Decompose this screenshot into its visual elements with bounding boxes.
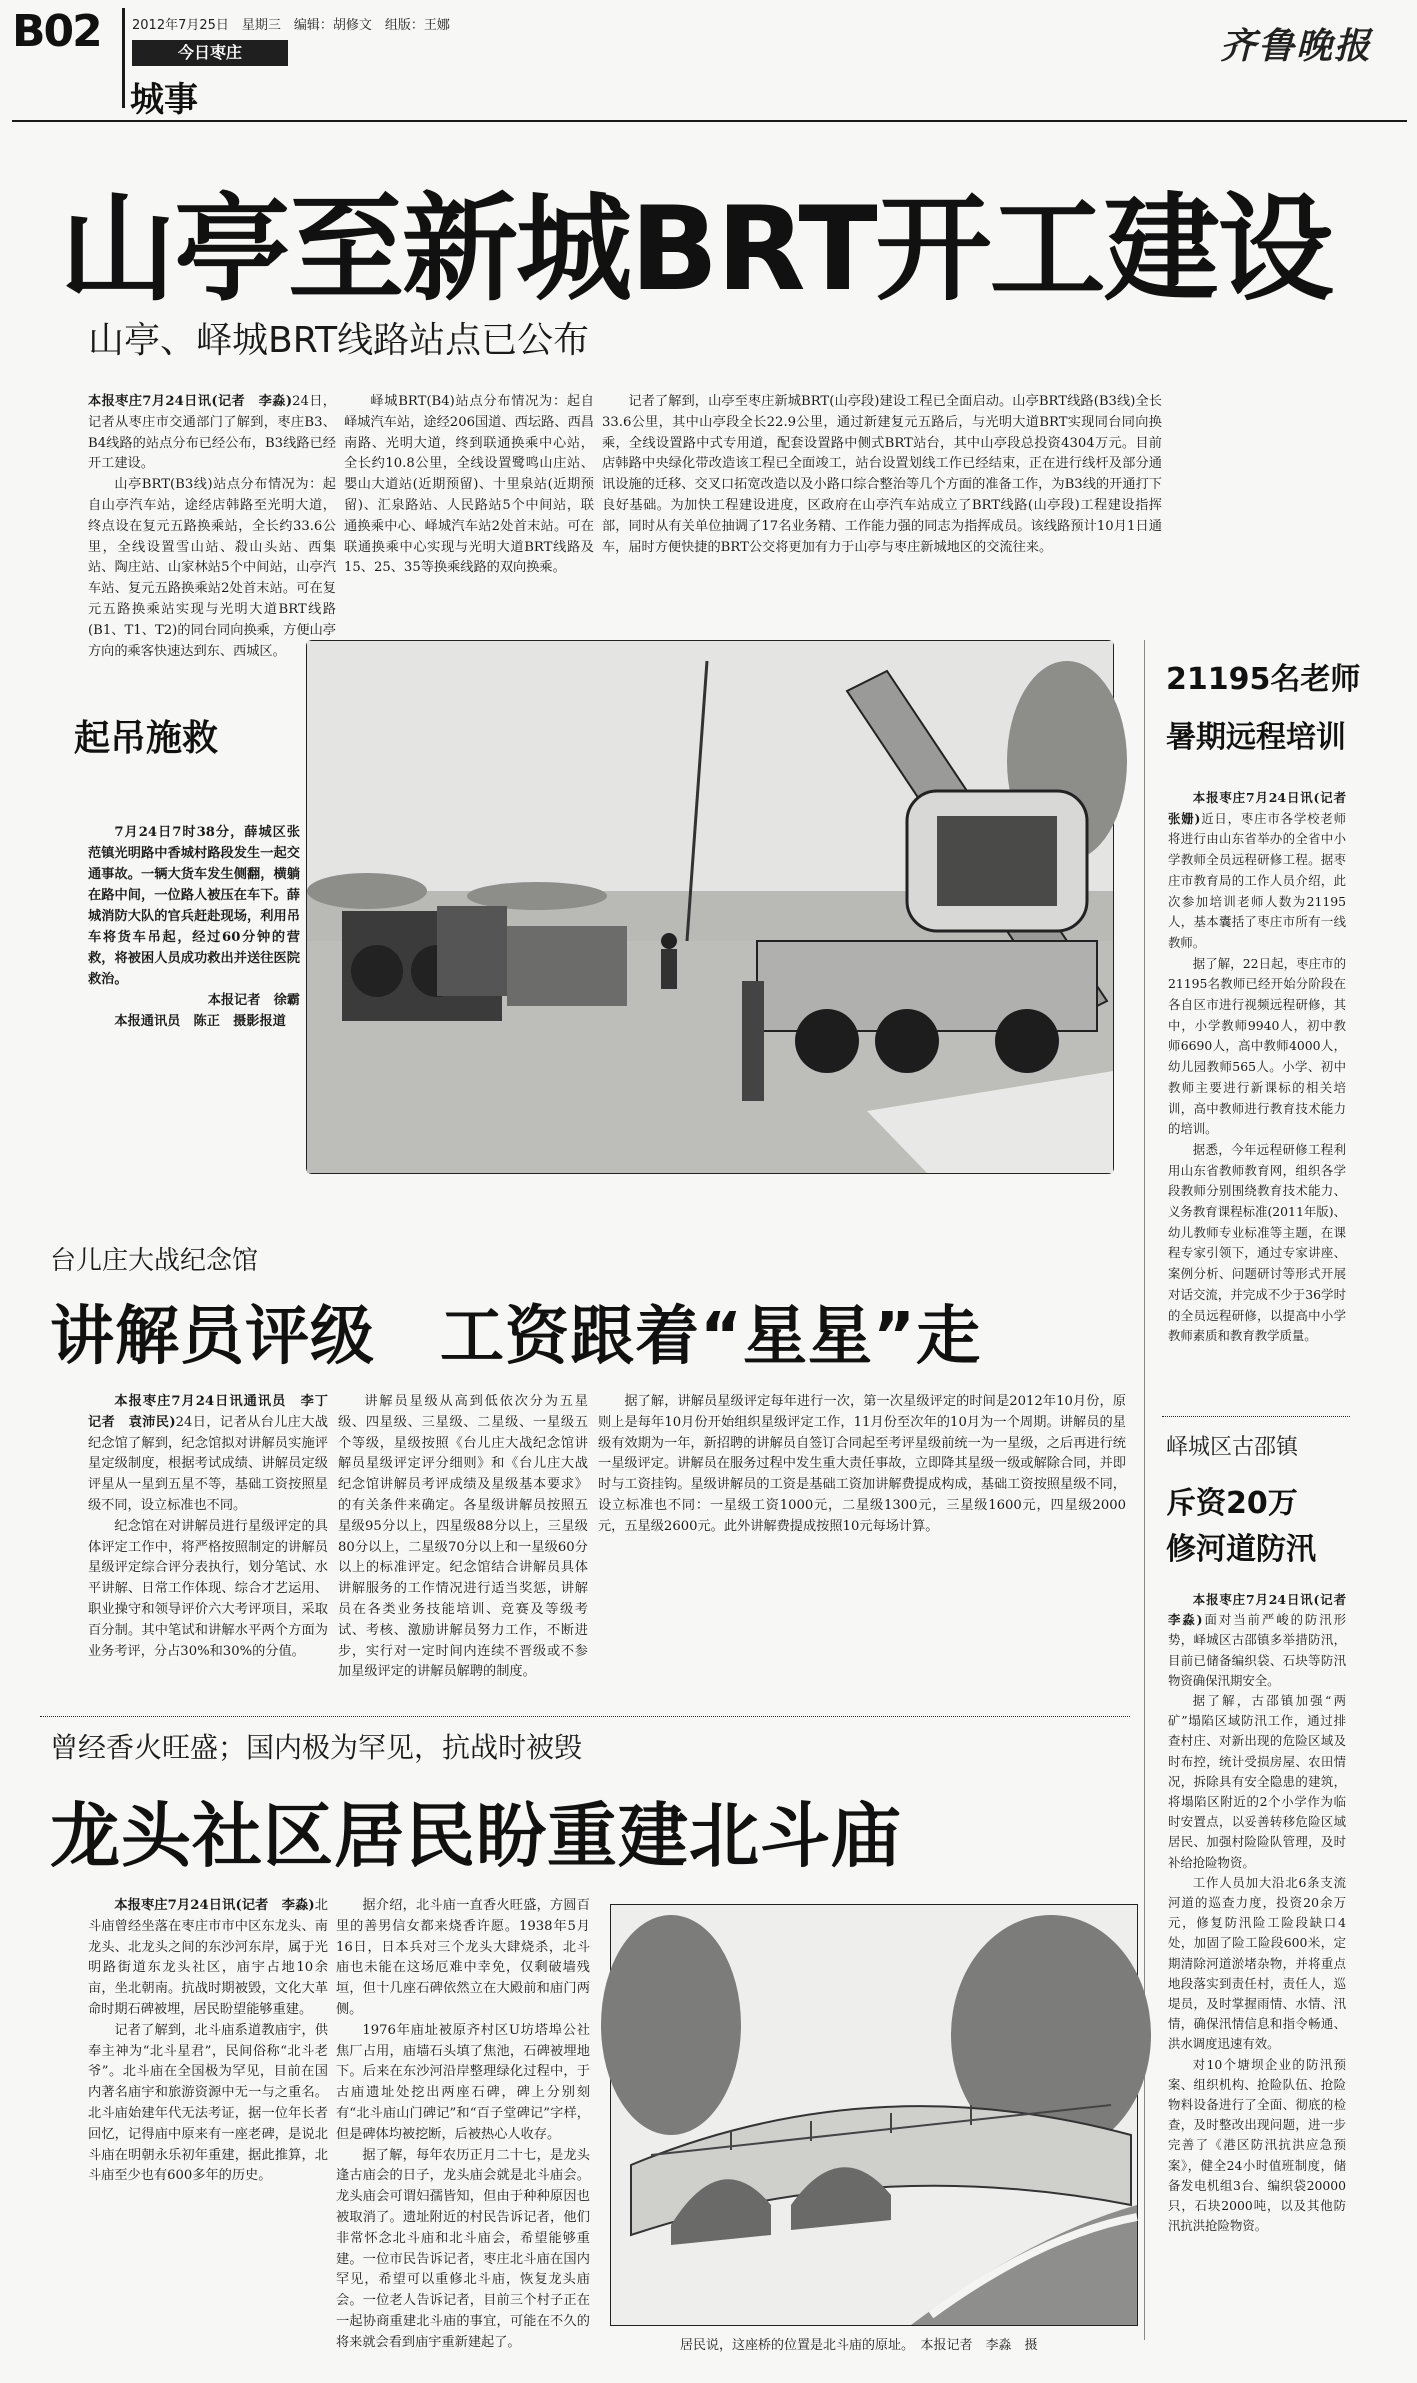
guide-story-lead: 本报枣庄7月24日讯通讯员 李丁 记者 袁沛民) xyxy=(88,1394,342,1430)
flood-top-rule xyxy=(1162,1416,1350,1417)
temple-kicker: 曾经香火旺盛；国内极为罕见，抗战时被毁 xyxy=(50,1731,583,1764)
flood-story-body xyxy=(1168,1590,1359,2360)
rescue-credit-photo: 本报通讯员 陈正 摄影报道 xyxy=(114,1014,286,1029)
main-subheadline: 山亭、峄城BRT线路站点已公布 xyxy=(88,320,590,361)
paper-logo: 齐鲁晚报 xyxy=(1219,25,1372,67)
temple-story-paragraph: 据介绍，北斗庙一直香火旺盛，方圆百里的善男信女都来烧香许愿。1938年5月16日，日本兵对三个龙头大肆烧杀，北斗庙也未能在这场厄难中幸免，仅剩破墙残垣，但十几座石碑依然立在大殿前和庙门两侧。 xyxy=(336,1898,590,2017)
guide-column-3 xyxy=(598,1392,1126,1702)
guide-story-paragraph: 据了解，讲解员星级评定每年进行一次，第一次星级评定的时间是2012年10月份，原则上是每年10月份开始组织星级评定工作，11月份至次年的10月为一个周期。讲解员的星级有效期为一年，新招聘的讲解员自签订合同起至考评星级前统一为一星级，之后再进行统一星级评定。讲解员在服务过程中发生重大责任事故，立即降其星级一级或解除合同，并即时与工资挂钩。星级讲解员的工资是基础工资加讲解费提成构成，基础工资按照星级不同，设立标准也不同：一星级工资1000元，二星级1300元，三星级1600元，四星级2000元，五星级2600元。此外讲解费提成按照10元每场计算。 xyxy=(598,1394,1126,1534)
temple-story-paragraph: 据了解，每年农历正月二十七，是龙头逢古庙会的日子，龙头庙会就是北斗庙会。龙头庙会可谓妇孺皆知，但由于种种原因也被取消了。遗址附近的村民告诉记者，他们非常怀念北斗庙和北斗庙会，希望能够重建。一位市民告诉记者，枣庄北斗庙在国内罕见，希望可以重修北斗庙，恢复龙头庙会。一位老人告诉记者，目前三个村子正在一起协商重建北斗庙的事宜，可能在不久的将来就会看到庙宇重新建起了。 xyxy=(336,2147,590,2350)
temple-story-paragraph: 北斗庙曾经坐落在枣庄市市中区东龙头、南龙头、北龙头之间的东沙河东岸，属于光明路街道东龙头社区，庙宇占地10余亩，坐北朝南。抗战时期被毁，文化大革命时期石碑被埋，居民盼望能够重建。 xyxy=(88,1898,328,2017)
bridge-illustration xyxy=(611,1905,1137,2325)
crane-rescue-photo xyxy=(306,640,1114,1174)
section-tag: 今日枣庄 xyxy=(132,40,288,66)
flood-headline-2: 修河道防汛 xyxy=(1166,1532,1316,1567)
teacher-story-body xyxy=(1168,788,1359,1408)
main-story-column-1 xyxy=(88,392,336,659)
date-info: 2012年7月25日 星期三 编辑：胡修文 组版：王娜 xyxy=(132,18,450,33)
header-vertical-divider xyxy=(122,8,125,108)
main-story-paragraph: 记者了解到，山亭至枣庄新城BRT(山亭段)建设工程已全面启动。山亭BRT线路(B3线)全长33.6公里，其中山亭段全长22.9公里，通过新建复元五路后，与光明大道BRT实现同台同向换乘，全线设置路中式专用道，配套设置路中侧式BRT站台，其中山亭段总投资4304万元。目前店韩路中央绿化带改造该工程已全面竣工，站台设置划线工作已经结束，正在进行线杆及部分通讯设施的迁移、交叉口拓宽改造以及小路口综合整治等几个方面的准备工作，为B3线的开通打下良好基础。为加快工程建设进度，区政府在山亭汽车站成立了BRT线路(山亭段)工程建设指挥部，同时从有关单位抽调了17名业务精、工作能力强的同志为指挥成员。该线路预计10月1日通车，届时方便快捷的BRT公交将更加有力于山亭与枣庄新城地区的交流往来。 xyxy=(602,394,1162,555)
guide-headline: 讲解员评级 工资跟着“星星”走 xyxy=(50,1300,982,1374)
teacher-story-paragraph: 据悉，今年远程研修工程利用山东省教师教育网，组织各学段教师分别围绕教育技术能力、义务教育课程标准(2011年版)、幼儿教师专业标准等主题，在课程专家引领下，通过专家讲座、案例分析、问题研讨等形式开展对话交流，并完成不少于36学时的全员远程研修，以提高中小学教师素质和教育教学质量。 xyxy=(1168,1141,1346,1344)
guide-story-paragraph: 讲解员星级从高到低依次分为五星级、四星级、三星级、二星级、一星级五个等级，星级按照《台儿庄大战纪念馆讲解员星级评定评分细则》和《台儿庄大战纪念馆讲解员考评成绩及星级基本要求》的有关条件来确定。各星级讲解员按照五星级95分以上，四星级88分以上，三星级80分以上，二星级70分以上和一星级60分以上的标准评定。纪念馆结合讲解员具体讲解服务的工作情况进行适当奖惩，讲解员在各类业务技能培训、竞赛及等级考试、考核、激励讲解员努力工作，不断进步，实行对一定时间内连续不晋级或不参加星级评定的讲解员解聘的制度。 xyxy=(338,1394,588,1680)
temple-headline: 龙头社区居民盼重建北斗庙 xyxy=(50,1795,902,1877)
teacher-headline-2: 暑期远程培训 xyxy=(1166,720,1346,755)
rescue-photo-caption xyxy=(88,822,300,1032)
main-story-paragraph: 峄城BRT(B4)站点分布情况为：起自峄城汽车站，途经206国道、西坛路、西昌南路、光明大道，终到联通换乘中心站，全长约10.8公里，全线设置鹭鸣山庄站、嬰山大道站(近期预留)、十里泉站(近期预留)、汇泉路站、人民路站5个中间站，联通换乘中心、峄城汽车站2处首末站。可在联通换乘中心实现与光明大道BRT线路及15、25、35等换乘线路的双向换乘。 xyxy=(344,394,594,576)
rescue-credit-reporter: 本报记者 徐霸 xyxy=(207,993,300,1008)
guide-column-1 xyxy=(88,1392,342,1702)
main-story-paragraph: 山亭BRT(B3线)站点分布情况为：起自山亭汽车站，途经店韩路至光明大道，终点设在复元五路换乘站，全长约33.6公里，全线设置雪山站、殺山头站、西集站、陶庄站、山家林站5个中间站，山亭汽车站、复元五路换乘站2处首末站。可在复元五路换乘站实现与光明大道BRT线路(B1、T1、T2)的同台同向换乘，方便山亭方向的乘客快速达到东、西城区。 xyxy=(88,477,336,659)
main-story-column-3 xyxy=(602,392,1162,624)
main-story-paragraph: 24日，记者从枣庄市交通部门了解到，枣庄B3、B4线路的站点分布已经公布，B3线路已经开工建设。 xyxy=(88,394,336,472)
temple-story-lead: 本报枣庄7月24日讯(记者 李淼) xyxy=(114,1898,315,1913)
main-story-column-2 xyxy=(344,392,594,624)
teacher-story-paragraph: 据了解，22日起，枣庄市的21195名教师已经开始分阶段在各自区市进行视频远程研修，其中，小学教师9940人，初中教师6690人，高中教师4000人，幼儿园教师565人。小学、初中教师主要进行新课标的相关培训，高中教师进行教育技术能力的培训。 xyxy=(1168,955,1346,1137)
temple-column-1 xyxy=(88,1896,328,2348)
temple-story-paragraph: 1976年庙址被原齐村区U坊塔埠公社焦厂占用，庙墙石头填了焦池，石碑被埋地下。后来在东沙河沿岸整理绿化过程中，于古庙遗址处挖出两座石碑，碑上分别刻有“北斗庙山门碑记”和“百子堂碑记”字样，但是碑体均被挖断，后被热心人收存。 xyxy=(336,2022,590,2142)
flood-story-paragraph: 工作人员加大沿北6条支流河道的巡查力度，投资20余万元，修复防汛险工险段缺口4处，加固了险工险段600米，定期清除河道淤堵杂物，并将重点地段落实到责任村，责任人，巡堤员，及时掌握雨情、水情、汛情，确保汛情信息和指令畅通、洪水调度迅速有效。 xyxy=(1168,1874,1346,2052)
guide-story-paragraph: 24日，记者从台儿庄大战纪念馆了解到，纪念馆拟对讲解员实施评星定级制度，根据考试成绩、讲解员定级评星从一星到五星不等，基础工资按照星级不同，设立标准也不同。 xyxy=(88,1414,328,1513)
flood-kicker: 峄城区古邵镇 xyxy=(1166,1435,1299,1460)
rescue-caption-text: 7月24日7时38分，薛城区张范镇光明路中香城村路段发生一起交通事故。一辆大货车发生侧翻，横躺在路中间，一位路人被压在车下。薛城消防大队的官兵赶赴现场，利用吊车将货车吊起，经过60分钟的营救，将被困人员成功救出并送往医院救治。 xyxy=(88,825,300,987)
header-rule xyxy=(12,120,1407,122)
flood-story-lead: 本报枣庄7月24日讯(记者 李淼) xyxy=(1168,1592,1359,1628)
flood-headline-1: 斥资20万 xyxy=(1166,1486,1298,1521)
temple-story-paragraph: 记者了解到，北斗庙系道教庙宇，供奉主神为“北斗星君”，民间俗称“北斗老爷”。北斗庙在全国极为罕见，目前在国内著名庙宇和旅游资源中无一与之重名。北斗庙始建年代无法考证，据一位年长者回忆，记得庙中原来有一座老碑，是说北斗庙在明朝永乐初年重建，据此推算，北斗庙至少也有600多年的历史。 xyxy=(88,2022,328,2184)
flood-story-paragraph: 面对当前严峻的防汛形势，峄城区古邵镇多举措防汛，目前已储备编织袋、石块等防汛物资确保汛期安全。 xyxy=(1168,1612,1346,1688)
section-title: 城事 xyxy=(130,80,198,120)
person-figure xyxy=(661,933,677,989)
teacher-headline-1: 21195名老师 xyxy=(1166,662,1361,697)
teacher-story-paragraph: 近日，枣庄市各学校老师将进行由山东省举办的全省中小学教师全员远程研修工程。据枣庄市教育局的工作人员介绍，此次参加培训老师人数为21195人，基本囊括了枣庄市所有一线教师。 xyxy=(1168,810,1346,950)
right-column-divider xyxy=(1144,640,1145,2340)
guide-column-2 xyxy=(338,1392,588,1702)
main-headline: 山亭至新城BRT开工建设 xyxy=(60,182,1332,317)
temple-column-2 xyxy=(336,1896,590,2348)
flood-story-paragraph: 对10个塘坝企业的防汛预案、组织机构、抢险队伍、抢险物料设备进行了全面、彻底的检查，及时整改出现问题，进一步完善了《港区防汛抗洪应急预案》，健全24小时值班制度，储备发电机组3台、编织袋20000只，石块2000吨，以及其他防汛抗洪抢险物资。 xyxy=(1168,2056,1346,2234)
teacher-story-lead: 本报枣庄7月24日讯(记者 张姗) xyxy=(1168,790,1359,826)
guide-story-paragraph: 纪念馆在对讲解员进行星级评定的具体评定工作中，将严格按照制定的讲解员星级评定综合评分表执行，划分笔试、水平讲解、日常工作体现、综合才艺运用、职业操守和领导评价六大考评项目，采取百分制。其中笔试和讲解水平两个方面为业务考评，分占30%和30%的分值。 xyxy=(88,1518,328,1659)
crane-rescue-illustration xyxy=(307,641,1113,1173)
rescue-photo-title: 起吊施救 xyxy=(74,718,219,759)
main-story-lead: 本报枣庄7月24日讯(记者 李淼) xyxy=(88,394,293,409)
bridge-photo xyxy=(610,1904,1138,2326)
temple-top-rule xyxy=(40,1716,1130,1717)
flood-story-paragraph: 据了解，古邵镇加强“两矿”塌陷区域防汛工作，通过排查村庄、对新出现的危险区域及时布控，统计受损房屋、农田情况，拆除具有安全隐患的建筑，将塌陷区附近的2个小学作为临时安置点，以妥善转移危险区域居民、加强村险险队管理，及时补给抢险物资。 xyxy=(1168,1693,1346,1870)
page-number: B02 xyxy=(12,6,101,57)
guide-kicker: 台儿庄大战纪念馆 xyxy=(50,1246,259,1276)
bridge-photo-caption: 居民说，这座桥的位置是北斗庙的原址。 本报记者 李淼 摄 xyxy=(680,2338,1038,2353)
